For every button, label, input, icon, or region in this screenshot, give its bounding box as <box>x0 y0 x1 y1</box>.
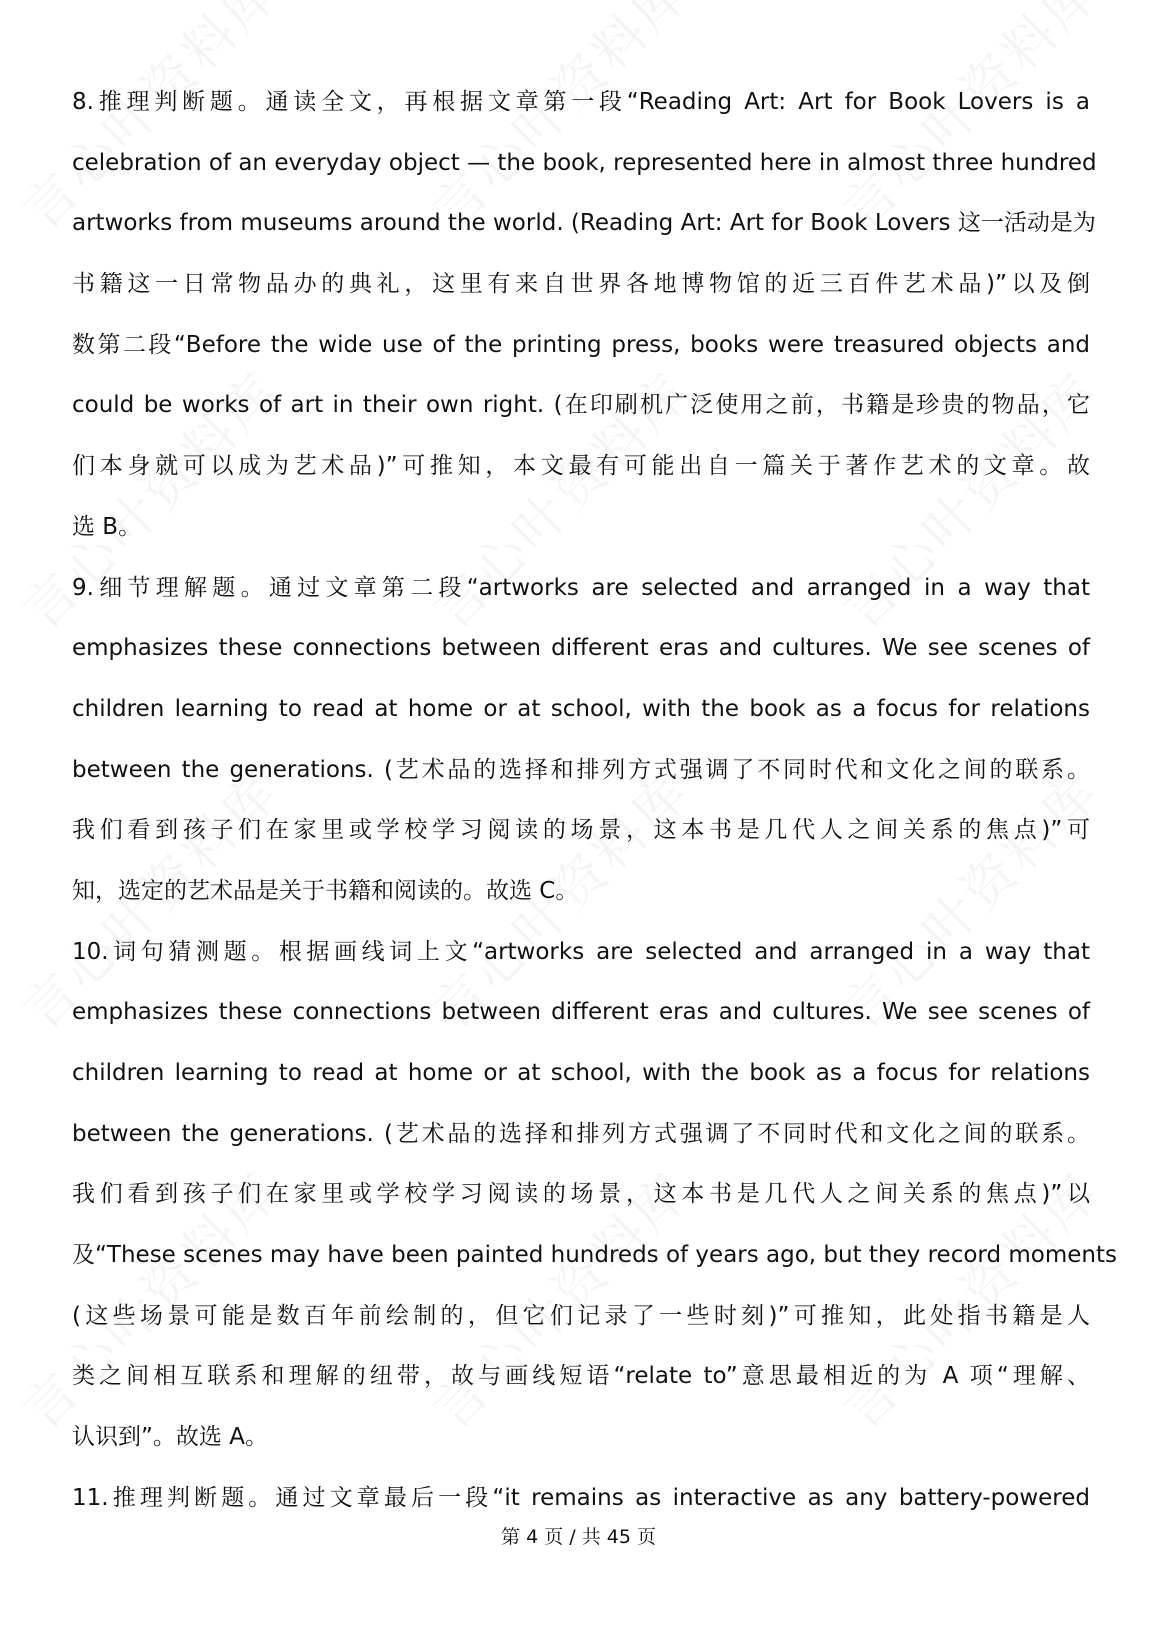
explanation-item-8 <box>72 72 1097 558</box>
explanation-item-10 <box>72 922 1117 1468</box>
text-line: celebration of an everyday object — the book, represented here in almost three hundred <box>72 149 1097 176</box>
text-line: 11.推理判断题。通过文章最后一段“it remains as interactive as any battery-powered <box>72 1484 1090 1511</box>
text-line: children learning to read at home or at school, with the book as a focus for relations <box>72 1060 1090 1086</box>
text-line: 我们看到孩子们在家里或学校学习阅读的场景，这本书是几代人之间关系的焦点)”可 <box>72 817 1090 844</box>
text-line: between the generations. (艺术品的选择和排列方式强调了不同时代和文化之间的联系。 <box>72 756 1090 783</box>
page-number-footer: 第 4 页 / 共 45 页 <box>501 1526 656 1548</box>
answer-explanations <box>72 72 1117 1529</box>
text-line: could be works of art in their own right. (在印刷机广泛使用之前，书籍是珍贵的物品，它 <box>72 392 1090 419</box>
text-line: children learning to read at home or at school, with the book as a focus for relations <box>72 695 1090 722</box>
text-line: between the generations. (艺术品的选择和排列方式强调了不同时代和文化之间的联系。 <box>72 1120 1090 1147</box>
text-line: 我们看到孩子们在家里或学校学习阅读的场景，这本书是几代人之间关系的焦点)”以 <box>72 1181 1090 1208</box>
explanation-item-11 <box>72 1468 1090 1529</box>
text-line: 9.细节理解题。通过文章第二段“artworks are selected and arranged in a way that <box>72 574 1090 601</box>
text-line: 10.词句猜测题。根据画线词上文“artworks are selected and arranged in a way that <box>72 938 1090 965</box>
text-line: 知，选定的艺术品是关于书籍和阅读的。故选 C。 <box>72 877 579 904</box>
text-line: 数第二段“Before the wide use of the printing press, books were treasured objects and <box>72 331 1090 358</box>
explanation-item-9 <box>72 558 1090 922</box>
text-line: emphasizes these connections between different eras and cultures. We see scenes of <box>72 999 1090 1026</box>
text-line: emphasizes these connections between different eras and cultures. We see scenes of <box>72 635 1090 662</box>
text-line: 认识到”。故选 A。 <box>72 1424 268 1451</box>
text-line: 书籍这一日常物品办的典礼，这里有来自世界各地博物馆的近三百件艺术品)”以及倒 <box>72 271 1090 298</box>
text-line: 选 B。 <box>72 513 142 540</box>
text-line: 们本身就可以成为艺术品)”可推知，本文最有可能出自一篇关于著作艺术的文章。故 <box>72 453 1090 480</box>
text-line: (这些场景可能是数百年前绘制的，但它们记录了一些时刻)”可推知，此处指书籍是人 <box>72 1302 1090 1329</box>
text-line: 8.推理判断题。通读全文，再根据文章第一段“Reading Art: Art for Book Lovers is a <box>72 89 1090 115</box>
text-line: 及“These scenes may have been painted hundreds of years ago, but they record moments <box>72 1242 1117 1269</box>
text-line: artworks from museums around the world. (Reading Art: Art for Book Lovers 这一活动是为 <box>72 210 1096 237</box>
text-line: 类之间相互联系和理解的纽带，故与画线短语“relate to”意思最相近的为 A 项“理解、 <box>72 1363 1091 1390</box>
